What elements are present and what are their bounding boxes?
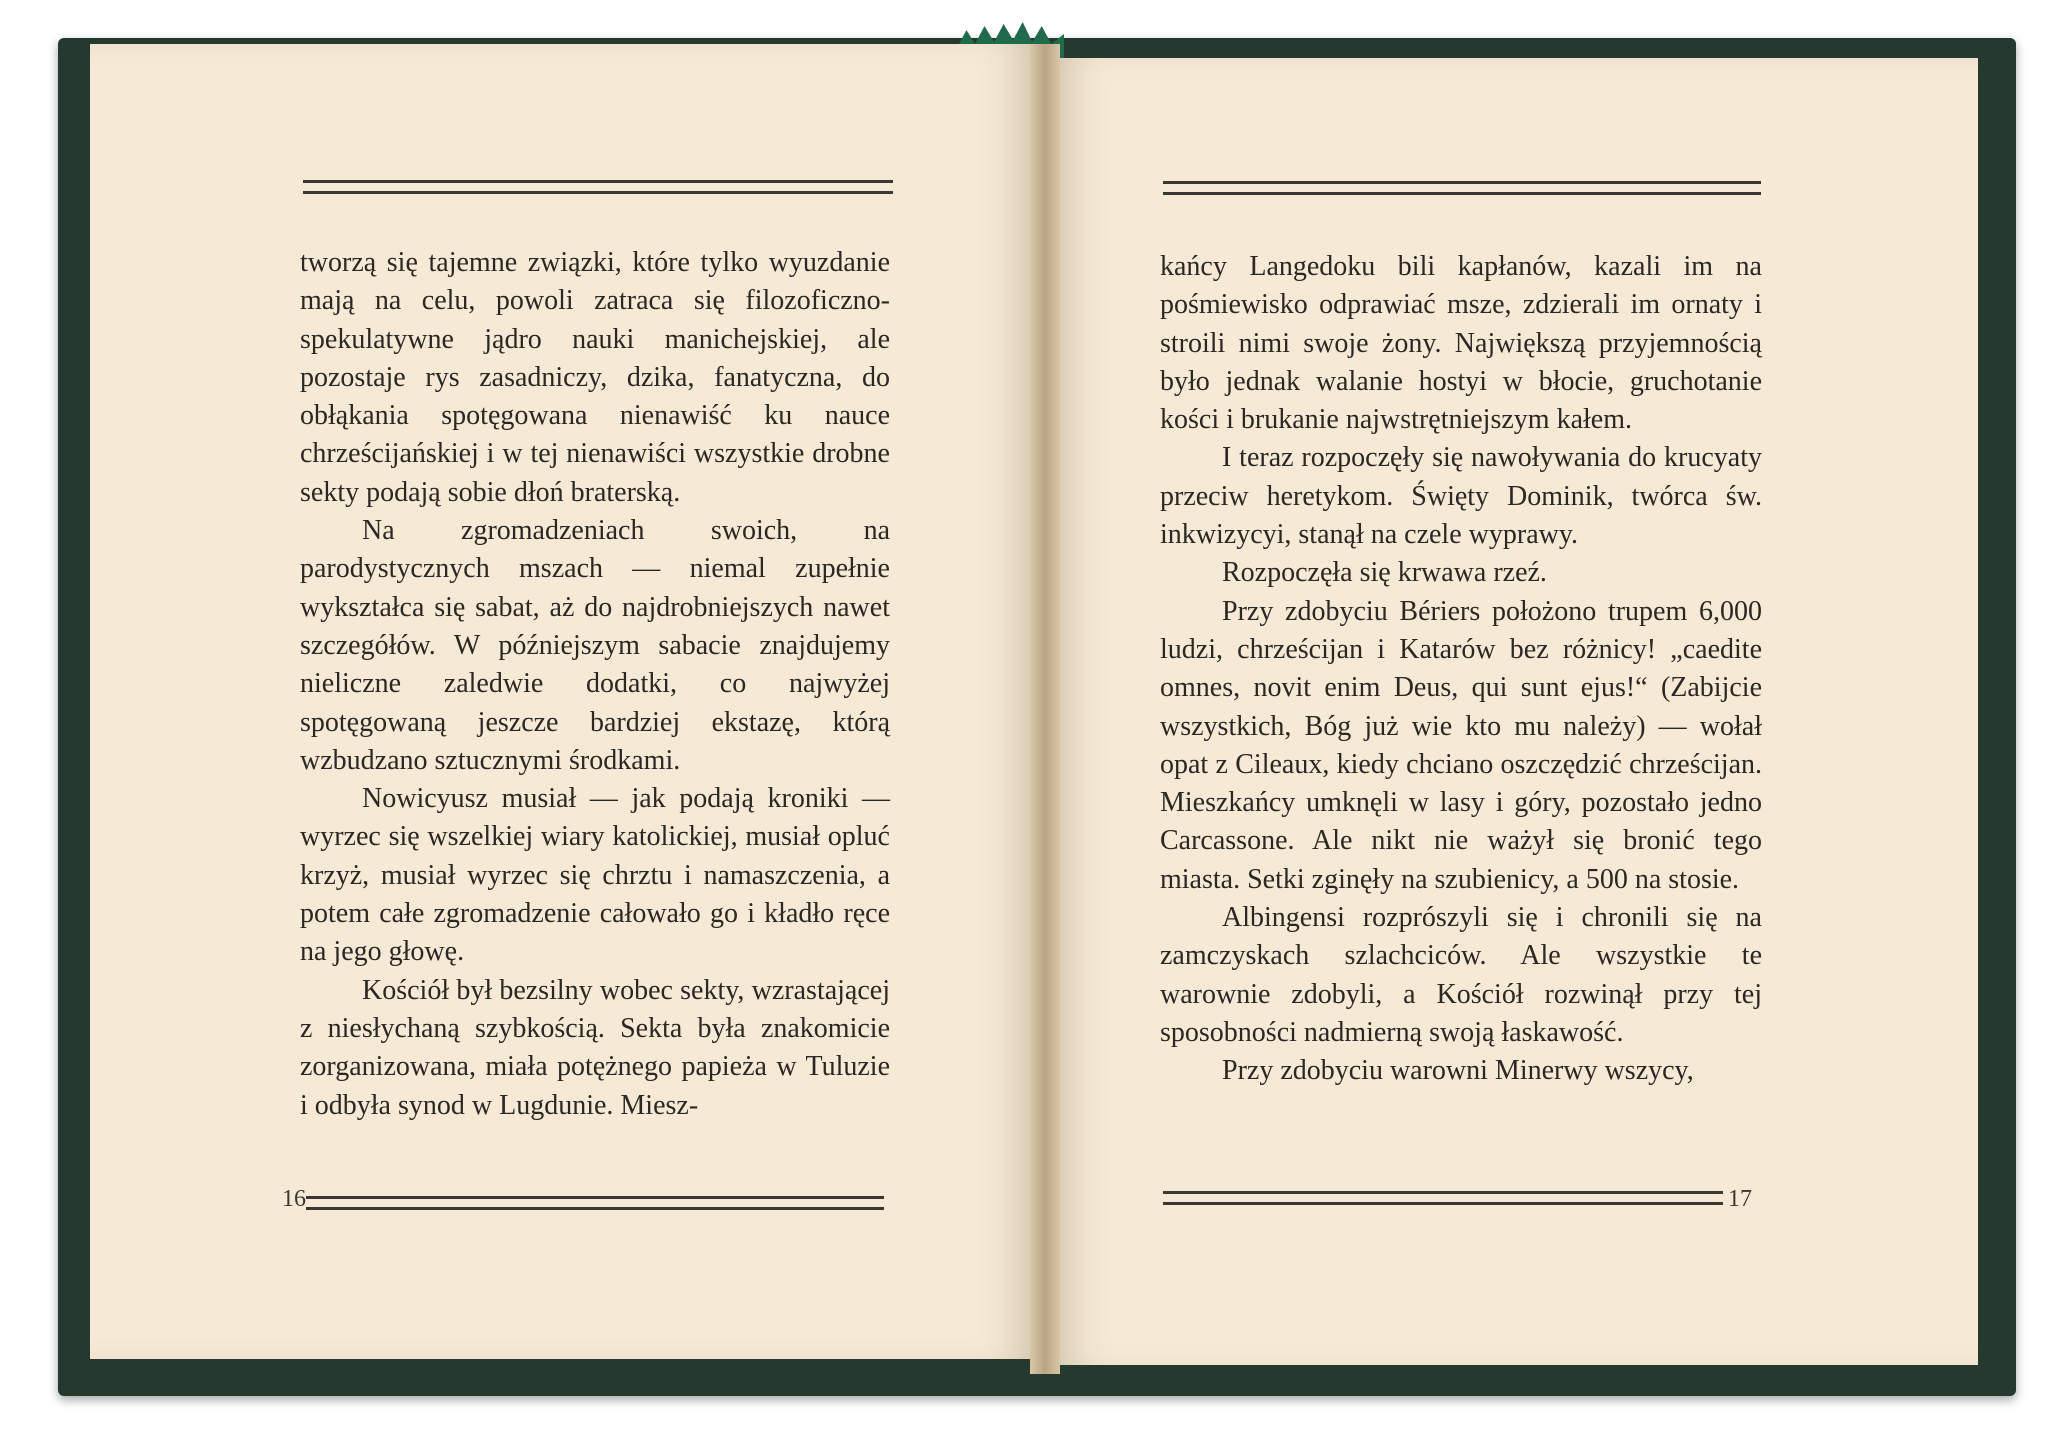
left-paragraph-1: tworzą się tajemne związki, które tylko wyuzdanie mają na celu, powoli zatraca się filozoficzno-spekulatywne jądro nauki manichejskiej, ale pozostaje rys zasadniczy, dzika, fanatyczna, do obłąkania spotęgowana nienawiść ku nauce chrześcijańskiej i w tej nienawiści wszystkie drobne sekty podają sobie dłoń braterską. [300,247,890,508]
left-page-text [300,244,890,1125]
book-gutter [1030,44,1060,1374]
right-paragraph-3: Rozpoczęła się krwawa rzeź. [1222,557,1547,589]
left-bottom-rule [306,1196,884,1210]
right-paragraph-2: I teraz rozpoczęły się nawoływania do krucyaty przeciw heretykom. Święty Dominik, twórca św. inkwizycyi, stanął na czele wyprawy. [1160,442,1762,551]
left-paragraph-3: Nowicyusz musiał — jak podają kroniki — wyrzec się wszelkiej wiary katolickiej, musiał opluć krzyż, musiał wyrzec się chrztu i namaszczenia, a potem całe zgromadzenie całowało go i kładło ręce na jego głowę. [300,783,890,968]
left-page-number: 16 [282,1186,306,1212]
right-page-text [1160,248,1762,1091]
left-paragraph-2: Na zgromadzeniach swoich, na parodystycznych mszach — niemal zupełnie wykształca się sabat, aż do najdrobniejszych nawet szczegółów. W późniejszym sabacie znajdujemy nieliczne zaledwie dodatki, co najwyżej spotęgowaną jeszcze bardziej ekstazę, którą wzbudzano sztucznymi środkami. [300,515,890,776]
right-page-number: 17 [1728,1186,1752,1212]
right-paragraph-4: Przy zdobyciu Bériers położono trupem 6,000 ludzi, chrześcijan i Katarów bez różnicy! „caedite omnes, novit enim Deus, qui sunt ejus!“ (Zabijcie wszystkich, Bóg już wie kto mu należy) — wołał opat z Cileaux, kiedy chciano oszczędzić chrześcijan. Mieszkańcy umknęli w lasy i góry, pozostało jedno Carcassone. Ale nikt nie ważył się bronić tego miasta. Setki zginęły na szubienicy, a 500 na stosie. [1160,595,1762,895]
right-paragraph-1: kańcy Langedoku bili kapłanów, kazali im na pośmiewisko odprawiać msze, zdzierali im ornaty i stroili nimi swoje żony. Największą przyjemnością było jednak walanie hostyi w błocie, gruchotanie kości i brukanie najwstrętniejszym kałem. [1160,251,1762,436]
left-top-rule [303,180,893,194]
right-top-rule [1163,181,1761,195]
right-paragraph-6: Przy zdobyciu warowni Minerwy wszycy, [1222,1055,1694,1087]
left-paragraph-4: Kościół był bezsilny wobec sekty, wzrastającej z niesłychaną szybkością. Sekta była znakomicie zorganizowana, miała potężnego papieża w Tuluzie i odbyła synod w Lugdunie. Miesz- [300,974,890,1121]
right-paragraph-5: Albingensi rozprószyli się i chronili się na zamczyskach szlachciców. Ale wszystkie te warownie zdobyli, a Kościół rozwinął przy tej sposobności nadmierną swoją łaskawość. [1160,902,1762,1048]
right-bottom-rule [1163,1191,1723,1205]
